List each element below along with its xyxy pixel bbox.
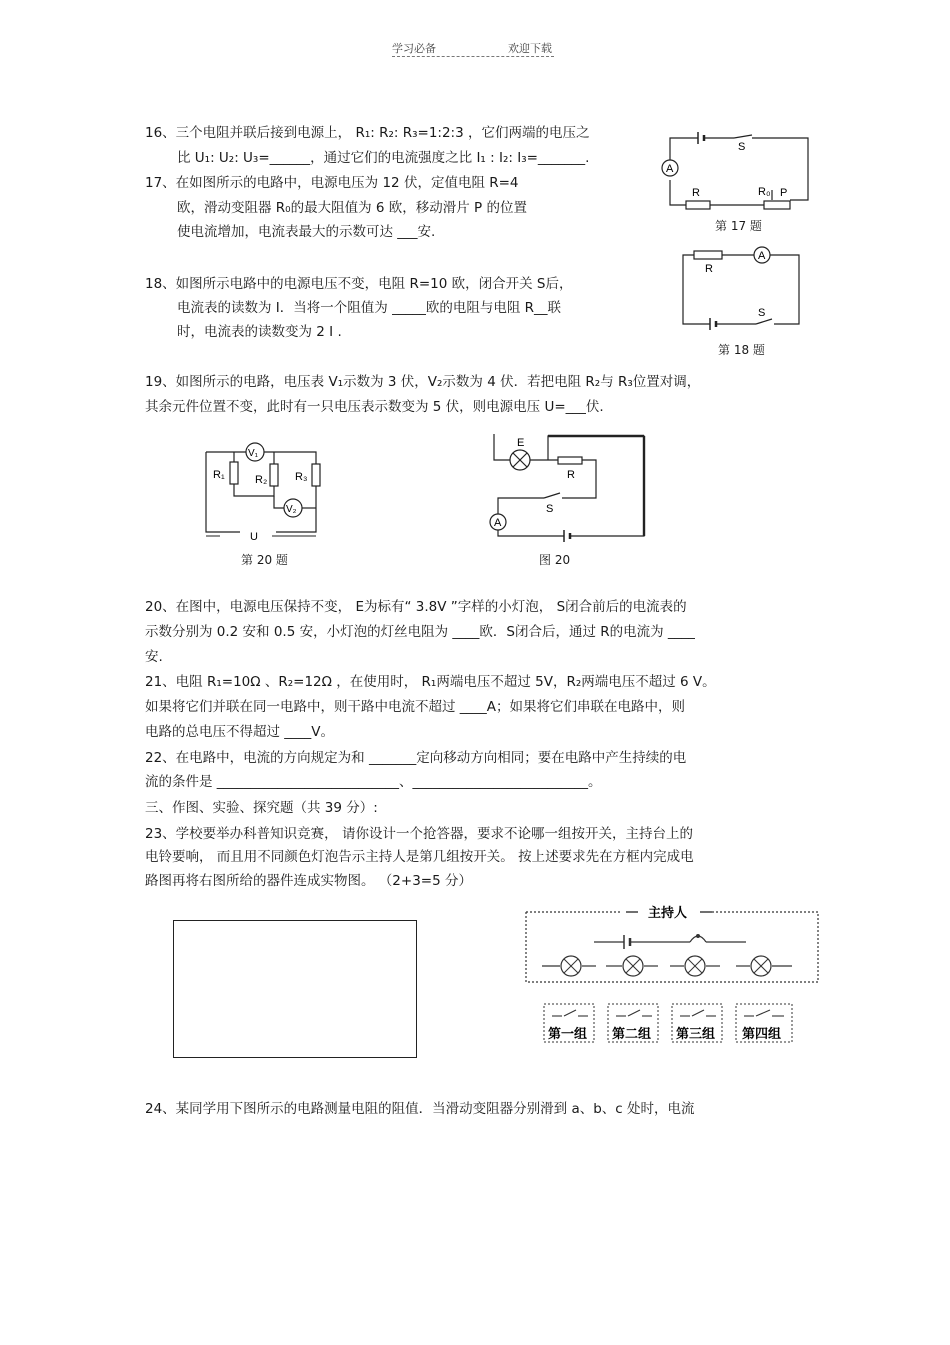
caption-fig20b: 图 20 bbox=[539, 553, 571, 567]
answer-drawing-box[interactable] bbox=[173, 920, 417, 1058]
q19-line2: 其余元件位置不变，此时有一只电压表示数变为 5 伏，则电源电压 U=___伏. bbox=[145, 399, 604, 415]
q17-line3: 使电流增加，电流表最大的示数可达 ___安. bbox=[177, 224, 436, 240]
lamp-icon bbox=[510, 450, 530, 470]
label-A: A bbox=[494, 517, 502, 529]
switch-group-3[interactable] bbox=[676, 1026, 715, 1041]
label-V1: V₁ bbox=[248, 448, 259, 459]
circuit-diagram-17 bbox=[658, 130, 813, 212]
q22-line1: 22、在电路中，电流的方向规定为和 _______定向移动方向相同；要在电路中产生持续的电 bbox=[145, 750, 687, 766]
q16-line2: 比 U₁: U₂: U₃=______，通过它们的电流强度之比 I₁ : I₂: I₃=_______. bbox=[177, 150, 590, 166]
q18-line1: 18、如图所示电路中的电源电压不变，电阻 R=10 欧，闭合开关 S后， bbox=[145, 276, 573, 292]
lamp-icon bbox=[623, 956, 643, 976]
q23-line3: 路图再将右图所给的器件连成实物图。 （2+3=5 分） bbox=[145, 873, 472, 889]
q22-line2: 流的条件是 ___________________________、__________________________。 bbox=[145, 774, 602, 790]
label-A: A bbox=[666, 163, 674, 175]
caption-fig17: 第 17 题 bbox=[715, 219, 762, 233]
group-2-label: 第二组 bbox=[612, 1026, 652, 1041]
lamp-icon bbox=[685, 956, 705, 976]
label-R0: R₀ bbox=[758, 186, 771, 198]
q21-line1: 21、电阻 R₁=10Ω 、R₂=12Ω ，在使用时， R₁两端电压不超过 5V，R₂两端电压不超过 6 V。 bbox=[145, 674, 716, 690]
lamp-icon bbox=[561, 956, 581, 976]
q18-line2: 电流表的读数为 I．当将一个阻值为 _____欧的电阻与电阻 R__联 bbox=[177, 300, 561, 316]
label-R1: R₁ bbox=[213, 469, 225, 481]
q23-line1: 23、学校要举办科普知识竞赛， 请你设计一个抢答器，要求不论哪一组按开关，主持台上的 bbox=[145, 826, 693, 842]
q21-line3: 电路的总电压不得超过 ____V。 bbox=[145, 724, 335, 740]
header-right: 欢迎下载 bbox=[508, 42, 552, 55]
q23-line2: 电铃要响， 而且用不同颜色灯泡告示主持人是第几组按开关。 按上述要求先在方框内完成电 bbox=[145, 849, 694, 865]
label-R: R bbox=[567, 469, 575, 481]
label-U: U bbox=[250, 531, 258, 542]
label-R3: R₃ bbox=[295, 471, 308, 483]
q17-line1: 17、在如图所示的电路中，电源电压为 12 伏，定值电阻 R=4 bbox=[145, 175, 519, 191]
label-R2: R₂ bbox=[255, 474, 268, 486]
group-4-label: 第四组 bbox=[742, 1026, 782, 1041]
host-label: 主持人 bbox=[648, 905, 688, 920]
q21-line2: 如果将它们并联在同一电路中，则干路中电流不超过 ____A；如果将它们串联在电路中，则 bbox=[145, 699, 686, 715]
q20-line3: 安. bbox=[145, 649, 163, 665]
circuit-diagram-20-voltmeters bbox=[198, 436, 323, 542]
group-1-label: 第一组 bbox=[548, 1026, 588, 1041]
section-3-heading: 三、作图、实验、探究题（共 39 分）: bbox=[145, 800, 378, 816]
label-E: E bbox=[517, 437, 525, 449]
header-left: 学习必备 bbox=[392, 42, 436, 55]
circuit-diagram-18 bbox=[678, 244, 806, 330]
bell-icon bbox=[696, 934, 700, 938]
label-S: S bbox=[546, 503, 554, 515]
label-R: R bbox=[705, 263, 713, 275]
label-S: S bbox=[758, 307, 766, 319]
quiz-buzzer-apparatus bbox=[522, 902, 822, 1047]
q20-line1: 20、在图中，电源电压保持不变， E为标有“ 3.8V ”字样的小灯泡， S闭合前后的电流表的 bbox=[145, 599, 687, 615]
group-3-label: 第三组 bbox=[676, 1026, 716, 1041]
label-S: S bbox=[738, 141, 746, 153]
switch-group-2[interactable] bbox=[612, 1026, 651, 1041]
q20-line2: 示数分别为 0.2 安和 0.5 安，小灯泡的灯丝电阻为 ____欧．S闭合后，通过 R的电流为 ____ bbox=[145, 624, 695, 640]
q24-line1: 24、某同学用下图所示的电路测量电阻的阻值．当滑动变阻器分别滑到 a、b、c 处时，电流 bbox=[145, 1101, 695, 1117]
label-R: R bbox=[692, 187, 700, 199]
switch-group-4[interactable] bbox=[742, 1026, 781, 1041]
q16-line1: 16、三个电阻并联后接到电源上， R₁: R₂: R₃=1:2:3 ，它们两端的电压之 bbox=[145, 125, 590, 141]
caption-fig20a: 第 20 题 bbox=[241, 553, 288, 567]
label-V2: V₂ bbox=[286, 504, 297, 515]
q19-line1: 19、如图所示的电路，电压表 V₁示数为 3 伏，V₂示数为 4 伏．若把电阻 R₂与 R₃位置对调， bbox=[145, 374, 701, 390]
q18-line3: 时，电流表的读数变为 2 I . bbox=[177, 324, 342, 340]
lamp-icon bbox=[751, 956, 771, 976]
circuit-diagram-20-lamp bbox=[484, 430, 649, 542]
label-P: P bbox=[780, 187, 788, 199]
switch-group-1[interactable] bbox=[548, 1026, 587, 1041]
page-header bbox=[392, 40, 554, 57]
caption-fig18: 第 18 题 bbox=[718, 343, 765, 357]
label-A: A bbox=[758, 250, 766, 262]
q17-line2: 欧，滑动变阻器 R₀的最大阻值为 6 欧，移动滑片 P 的位置 bbox=[177, 200, 527, 216]
